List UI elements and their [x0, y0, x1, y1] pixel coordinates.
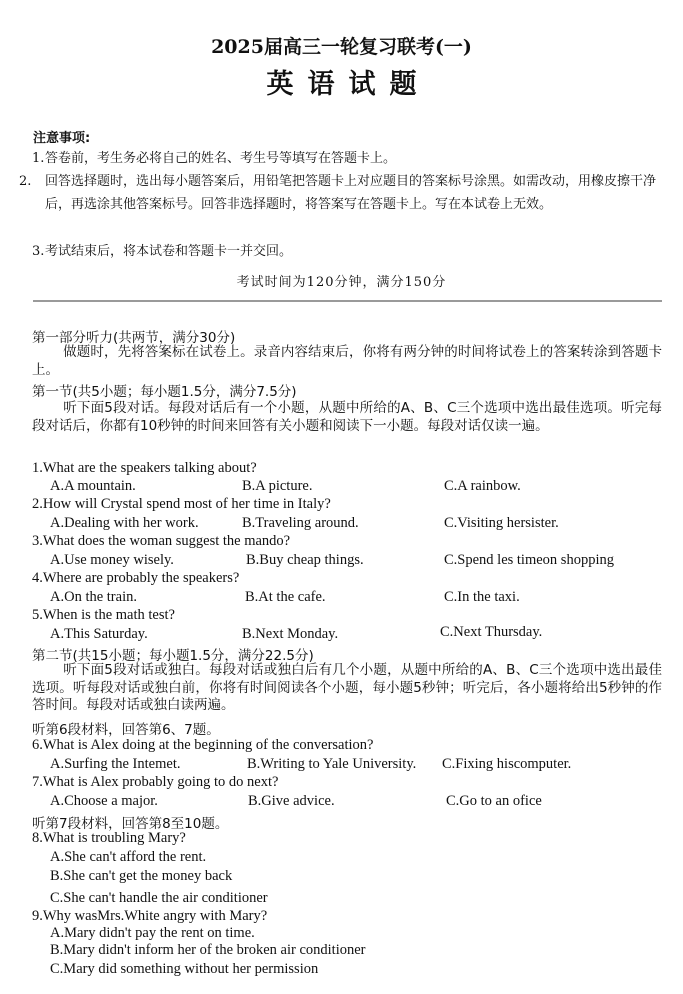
option-5b: B.Next Monday.	[242, 626, 339, 642]
option-2b: B.Traveling around.	[242, 515, 359, 531]
option-8a: A.She can't afford the rent.	[50, 849, 207, 865]
option-6b: B.Writing to Yale University.	[247, 756, 417, 772]
note-number: 3.	[32, 244, 45, 259]
note-text: 考试结束后，将本试卷和答题卡一并交回。	[45, 244, 293, 259]
part1-heading: 第一部分听力(共两节，满分30分)	[32, 330, 236, 346]
question-5: 5.When is the math test?	[32, 607, 175, 623]
option-6a: A.Surfing the Intemet.	[50, 756, 181, 772]
material-7-heading: 听第7段材料，回答第8至10题。	[32, 816, 229, 832]
option-6c: C.Fixing hiscomputer.	[442, 756, 572, 772]
option-1a: A.A mountain.	[50, 478, 136, 494]
note-item	[32, 240, 664, 263]
note-text: 答卷前，考生务必将自己的姓名、考生号等填写在答题卡上。	[45, 151, 397, 166]
option-4a: A.On the train.	[50, 589, 137, 605]
option-5c: C.Next Thursday.	[440, 624, 543, 640]
option-9a: A.Mary didn't pay the rent on time.	[50, 925, 255, 941]
question-1: 1.What are the speakers talking about?	[32, 460, 257, 476]
option-3a: A.Use money wisely.	[50, 552, 174, 568]
note-item	[19, 170, 664, 216]
option-9b: B.Mary didn't inform her of the broken air conditioner	[50, 942, 366, 958]
option-5a: A.This Saturday.	[50, 626, 148, 642]
note-text: 回答选择题时，选出每小题答案后，用铅笔把答题卡上对应题目的答案标号涂黑。如需改动，用橡皮擦干净后，再选涂其他答案标号。回答非选择题时，将答案写在答题卡上。写在本试卷上无效。	[45, 174, 657, 212]
question-2: 2.How will Crystal spend most of her time in Italy?	[32, 496, 331, 512]
note-number: 1.	[32, 151, 45, 166]
question-3: 3.What does the woman suggest the mando?	[32, 533, 291, 549]
option-9c: C.Mary did something without her permission	[50, 961, 319, 977]
option-7b: B.Give advice.	[248, 793, 335, 809]
section1-heading: 第一节(共5小题；每小题1.5分，满分7.5分)	[32, 384, 297, 400]
option-4c: C.In the taxi.	[444, 589, 520, 605]
option-7a: A.Choose a major.	[50, 793, 158, 809]
question-7: 7.What is Alex probably going to do next?	[32, 774, 279, 790]
option-8b: B.She can't get the money back	[50, 868, 233, 884]
option-2a: A.Dealing with her work.	[50, 515, 199, 531]
question-9: 9.Why wasMrs.White angry with Mary?	[32, 908, 268, 924]
option-8c: C.She can't handle the air conditioner	[50, 890, 268, 906]
exam-time: 考试时间为120分钟，满分150分	[236, 275, 447, 290]
subject-title: 英语试题	[266, 69, 431, 100]
option-4b: B.At the cafe.	[245, 589, 326, 605]
question-8: 8.What is troubling Mary?	[32, 830, 186, 846]
notes-heading: 注意事项:	[33, 131, 91, 146]
note-number: 2.	[19, 174, 32, 189]
question-4: 4.Where are probably the speakers?	[32, 570, 240, 586]
section2-instructions: 听下面5段对话或独白。每段对话或独白后有几个小题，从题中所给的A、B、C三个选项中选出最佳选项。听每段对话或独白前，你将有时间阅读各个小题，每小题5秒钟；听完后，各小题将给出5秒钟的作答时间。每段对话或独白读两遍。	[32, 662, 662, 713]
divider	[33, 300, 662, 302]
material-6-heading: 听第6段材料，回答第6、7题。	[32, 722, 220, 738]
exam-title: 2025届高三一轮复习联考(一)	[211, 36, 472, 58]
option-3c: C.Spend les timeon shopping	[444, 552, 614, 568]
question-6: 6.What is Alex doing at the beginning of the conversation?	[32, 737, 374, 753]
option-1b: B.A picture.	[242, 478, 313, 494]
note-item	[32, 147, 664, 170]
option-1c: C.A rainbow.	[444, 478, 521, 494]
option-2c: C.Visiting hersister.	[444, 515, 559, 531]
option-7c: C.Go to an ofice	[446, 793, 542, 809]
section2-heading: 第二节(共15小题；每小题1.5分，满分22.5分)	[32, 648, 314, 664]
part1-instructions: 做题时，先将答案标在试卷上。录音内容结束后，你将有两分钟的时间将试卷上的答案转涂到答题卡上。	[32, 344, 662, 378]
option-3b: B.Buy cheap things.	[246, 552, 364, 568]
section1-instructions: 听下面5段对话。每段对话后有一个小题，从题中所给的A、B、C三个选项中选出最佳选项。听完每段对话后，你都有10秒钟的时间来回答有关小题和阅读下一小题。每段对话仅读一遍。	[32, 400, 662, 434]
